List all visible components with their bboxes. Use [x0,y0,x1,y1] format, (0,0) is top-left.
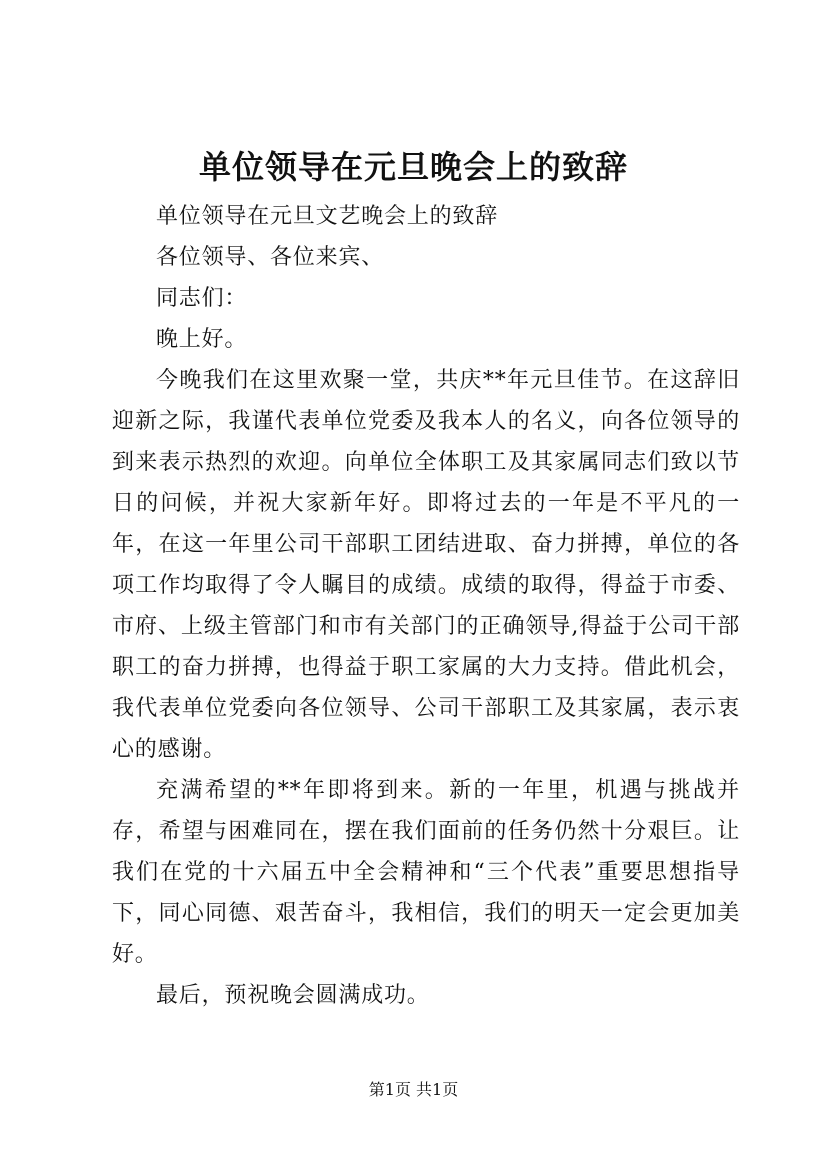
salutation-paragraph: 同志们： [156,286,248,311]
closing-paragraph: 最后，预祝晚会圆满成功。 [156,983,430,1008]
document-body [112,196,740,1016]
greeting-paragraph: 晚上好。 [156,327,248,352]
document-title: 单位领导在元旦晚会上的致辞 [198,148,628,186]
page-number-footer: 第1页 共1页 [368,1080,459,1099]
body-paragraph: 今晚我们在这里欢聚一堂，共庆**年元旦佳节。在这辞旧迎新之际，我谨代表单位党委及我本人的名义，向各位领导的到来表示热烈的欢迎。向单位全体职工及其家属同志们致以节日的问候，并祝大家新年好。即将过去的一年是不平凡的一年，在这一年里公司干部职工团结进取、奋力拼搏，单位的各项工作均取得了令人瞩目的成绩。成绩的取得，得益于市委、市府、上级主管部门和市有关部门的正确领导,得益于公司干部职工的奋力拼搏，也得益于职工家属的大力支持。借此机会，我代表单位党委向各位领导、公司干部职工及其家属，表示衷心的感谢。 [112,368,740,762]
salutation-paragraph: 各位领导、各位来宾、 [156,245,385,270]
subtitle-paragraph: 单位领导在元旦文艺晚会上的致辞 [156,204,499,229]
body-paragraph: 充满希望的**年即将到来。新的一年里，机遇与挑战并存，希望与困难同在，摆在我们面前的任务仍然十分艰巨。让我们在党的十六届五中全会精神和“三个代表”重要思想指导下，同心同德、艰苦奋斗，我相信，我们的明天一定会更加美好。 [112,778,740,967]
